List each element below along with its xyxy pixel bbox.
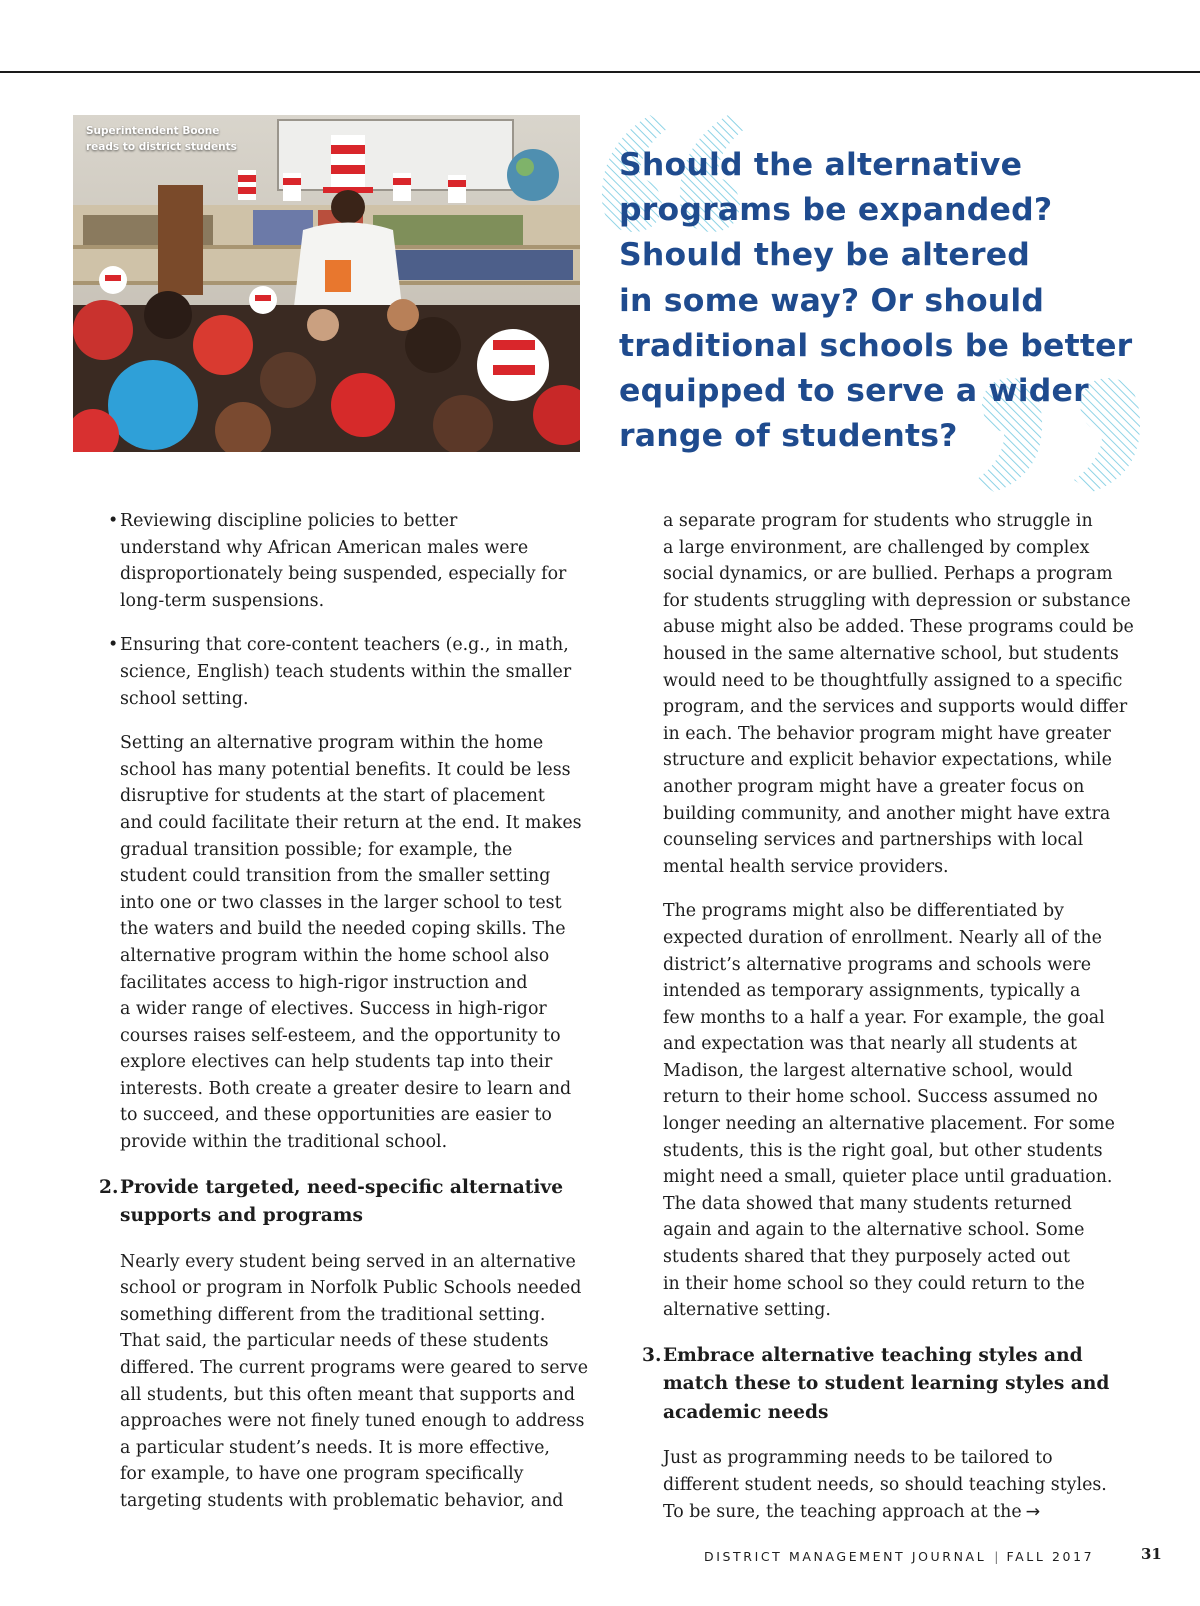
bullet-item — [99, 632, 589, 712]
text-line: counseling services and partnerships with local — [663, 830, 1084, 851]
text-line: might need a small, quieter place until graduation. — [663, 1167, 1113, 1188]
text-line: for students struggling with depression or substance — [663, 590, 1131, 611]
text-line: alternative program within the home school also — [120, 945, 550, 966]
text-line: into one or two classes in the larger school to test — [120, 892, 562, 913]
text-line: again and again to the alternative school. Some — [663, 1220, 1085, 1241]
text-line: return to their home school. Success assumed no — [663, 1087, 1098, 1108]
text-line: Madison, the largest alternative school, would — [663, 1060, 1073, 1081]
text-line: understand why African American males were — [120, 537, 529, 558]
text-line: a separate program for students who struggle in — [663, 511, 1093, 531]
left-column — [99, 508, 589, 1533]
text-line: Reviewing discipline policies to better — [120, 511, 458, 531]
text-line: student could transition from the smaller setting — [120, 866, 551, 887]
text-line: That said, the particular needs of these students — [120, 1331, 549, 1352]
text-line: Setting an alternative program within the home — [120, 733, 544, 754]
text-line: expected duration of enrollment. Nearly all of the — [663, 927, 1102, 948]
text-line: school setting. — [120, 688, 249, 709]
text-line: longer needing an alternative placement. For some — [663, 1114, 1115, 1135]
text-line: Just as programming needs to be tailored to — [663, 1448, 1053, 1469]
text-line: Ensuring that core-content teachers (e.g., in math, — [120, 635, 569, 656]
text-line: would need to be thoughtfully assigned to a specific — [663, 670, 1123, 691]
footer-separator: | — [994, 1549, 999, 1564]
text-line: targeting students with problematic behavior, and — [120, 1491, 564, 1511]
heading-number: 3. — [642, 1344, 662, 1366]
text-line: abuse might also be added. These programs could be — [663, 617, 1134, 638]
text-line: courses raises self-esteem, and the opportunity to — [120, 1025, 561, 1046]
text-line: in each. The behavior program might have greater — [663, 723, 1111, 744]
paragraph — [99, 1249, 589, 1515]
text-line: students, this is the right goal, but other students — [663, 1140, 1103, 1161]
heading-line: match these to student learning styles and — [663, 1373, 1110, 1395]
text-line: school has many potential benefits. It could be less — [120, 759, 571, 780]
pull-quote — [619, 143, 1179, 459]
text-line: another program might have a greater focus on — [663, 776, 1085, 797]
text-line: something different from the traditional setting. — [120, 1304, 546, 1325]
heading-line: academic needs — [663, 1401, 829, 1423]
text-line: differed. The current programs were geared to serve — [120, 1358, 589, 1379]
text-line: a particular student’s needs. It is more effective, — [120, 1437, 550, 1458]
section-heading-3 — [642, 1342, 1142, 1428]
text-line: the waters and build the needed coping skills. The — [120, 919, 566, 940]
text-line: students shared that they purposely acted out — [663, 1247, 1070, 1268]
text-line: The data showed that many students returned — [663, 1193, 1072, 1214]
text-line: provide within the traditional school. — [120, 1132, 448, 1153]
text-line: disproportionately being suspended, especially for — [120, 564, 567, 585]
text-line: gradual transition possible; for example, the — [120, 839, 513, 860]
pull-quote-line: Should the alternative — [619, 147, 1023, 183]
text-line: and expectation was that nearly all students at — [663, 1034, 1078, 1055]
issue-label: FALL 2017 — [1006, 1549, 1095, 1564]
heading-line: supports and programs — [120, 1205, 363, 1227]
pull-quote-line: traditional schools be better — [619, 327, 1133, 364]
pull-quote-line: range of students? — [619, 418, 958, 455]
text-line: few months to a half a year. For example, the goal — [663, 1007, 1105, 1028]
journal-name: DISTRICT MANAGEMENT JOURNAL — [704, 1549, 987, 1564]
bullet-item — [99, 508, 589, 614]
text-line: facilitates access to high-rigor instruction and — [120, 972, 528, 993]
pull-quote-line: Should they be altered — [619, 237, 1031, 274]
text-line: social dynamics, or are bullied. Perhaps a program — [663, 564, 1113, 585]
text-line: disruptive for students at the start of placement — [120, 786, 545, 807]
text-line: science, English) teach students within the smaller — [120, 661, 572, 682]
text-line: school or program in Norfolk Public Schools needed — [120, 1278, 582, 1299]
pull-quote-line: programs be expanded? — [619, 192, 1053, 229]
paragraph — [99, 730, 589, 1156]
bullet-dot: • — [108, 511, 119, 531]
pull-quote-line: equipped to serve a wider — [619, 373, 1089, 410]
text-line: interests. Both create a greater desire to learn and — [120, 1078, 572, 1099]
text-line: different student needs, so should teaching styles. — [663, 1474, 1107, 1495]
page-number: 31 — [1141, 1545, 1162, 1563]
text-line: in their home school so they could return to the — [663, 1273, 1085, 1294]
paragraph — [642, 508, 1142, 880]
footer — [704, 1549, 1094, 1564]
text-line: intended as temporary assignments, typically a — [663, 981, 1081, 1002]
text-line: for example, to have one program specifically — [120, 1464, 524, 1485]
text-line: approaches were not finely tuned enough to address — [120, 1411, 585, 1432]
continue-arrow-icon: → — [1025, 1501, 1041, 1522]
text-line: Nearly every student being served in an alternative — [120, 1251, 576, 1272]
text-line: alternative setting. — [663, 1300, 831, 1321]
text-line: structure and explicit behavior expectations, while — [663, 750, 1112, 771]
text-line: To be sure, the teaching approach at the — [663, 1501, 1022, 1522]
text-line-with-arrow — [663, 1499, 1142, 1526]
text-line: a large environment, are challenged by complex — [663, 537, 1090, 558]
photo-caption-line: Superintendent Boone — [86, 125, 220, 137]
pull-quote-line: in some way? Or should — [619, 282, 1045, 319]
section-heading-2 — [99, 1174, 589, 1231]
text-line: housed in the same alternative school, but students — [663, 643, 1119, 664]
heading-line: Provide targeted, need-specific alternative — [120, 1176, 564, 1198]
text-line: district’s alternative programs and schools were — [663, 954, 1091, 975]
text-line: program, and the services and supports would differ — [663, 697, 1128, 718]
heading-number: 2. — [99, 1176, 119, 1198]
text-line: a wider range of electives. Success in high-rigor — [120, 999, 547, 1020]
paragraph — [642, 1445, 1142, 1525]
text-line: to succeed, and these opportunities are easier to — [120, 1105, 552, 1126]
bullet-dot: • — [108, 635, 119, 656]
text-line: all students, but this often meant that supports and — [120, 1384, 575, 1405]
text-line: building community, and another might have extra — [663, 803, 1111, 824]
photo-caption-line: reads to district students — [86, 141, 237, 153]
text-line: and could facilitate their return at the end. It makes — [120, 812, 582, 833]
text-line: mental health service providers. — [663, 856, 949, 877]
text-line: explore electives can help students tap into their — [120, 1052, 553, 1073]
heading-line: Embrace alternative teaching styles and — [663, 1344, 1083, 1366]
right-column — [642, 508, 1142, 1543]
text-line: long-term suspensions. — [120, 590, 325, 611]
paragraph — [642, 898, 1142, 1324]
text-line: The programs might also be differentiated by — [663, 901, 1064, 922]
